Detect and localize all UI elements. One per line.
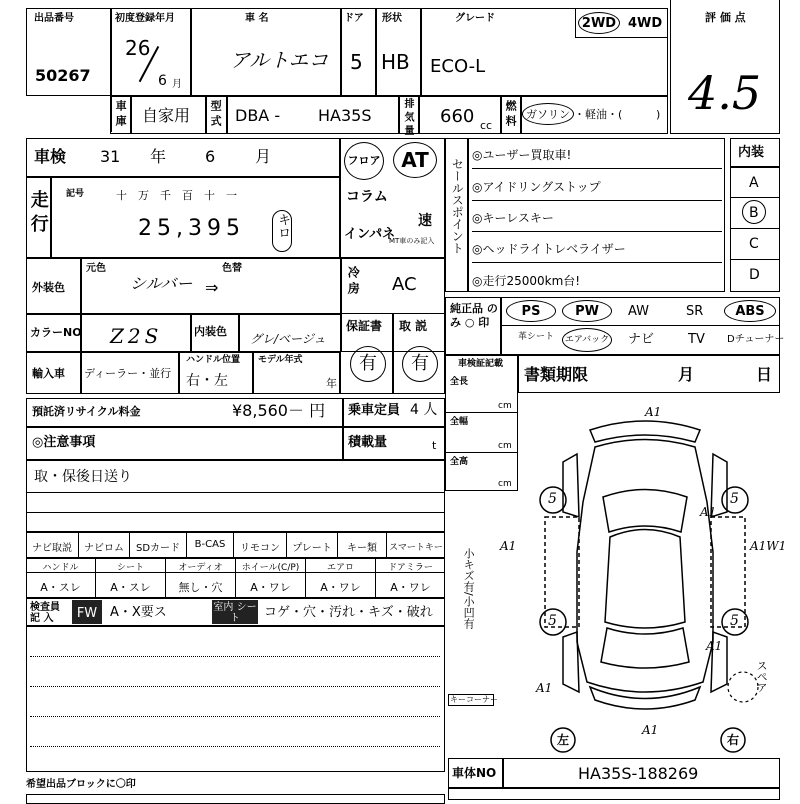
divider: [50, 176, 52, 258]
divider: [178, 352, 180, 394]
grade-d: D: [749, 267, 760, 283]
sales-point-item: ◎走行25000km台!: [472, 274, 581, 288]
equip-item: ナビ取説: [26, 532, 79, 558]
opt-pw-circled: PW: [562, 300, 612, 322]
height-label: 全高: [450, 457, 469, 467]
divider: [340, 8, 342, 96]
inspector-defects: コゲ・穴・汚れ・キズ・破れ: [264, 605, 433, 620]
cond-value: A・スレ: [26, 573, 96, 598]
handle-pos-label: ハンドル位置: [186, 355, 241, 365]
cond-header: ドアミラー: [388, 563, 433, 573]
import-dealer: ディーラー・並行: [84, 367, 172, 380]
recycle-amount: ¥8,560－ 円: [232, 401, 326, 420]
equip-item: スマートキー: [389, 543, 443, 553]
divider: [730, 166, 780, 168]
equip-item: プレート: [287, 532, 338, 558]
inspection-month: 6: [205, 147, 216, 166]
grade-a: A: [749, 175, 759, 191]
damage-mark: A1: [500, 539, 517, 553]
color-arrow: ⇒: [205, 278, 219, 297]
shape: HB: [381, 50, 410, 74]
interior-grade-label: 内装: [738, 145, 765, 160]
chassis-sub-row: [448, 788, 780, 800]
left-front-fender: [563, 454, 579, 517]
rear-window: [601, 628, 689, 668]
genuine-label: 純正品 の み ○ 印: [450, 302, 498, 330]
divider: [500, 297, 502, 355]
note-line: [26, 512, 445, 513]
opt-leather: 革シート: [518, 332, 555, 342]
circle-num: 5: [548, 613, 557, 629]
circle-num: 5: [548, 491, 557, 507]
reg-year: 26: [125, 36, 151, 60]
import-label: 輸入車: [32, 367, 65, 380]
cond-header: ハンドル: [26, 558, 96, 572]
damage-mark: A1W1: [750, 539, 787, 553]
equip-item: ナビロム: [79, 532, 130, 558]
ext-color-label: 外装色: [32, 281, 65, 294]
shape-label: 形状: [382, 13, 402, 24]
small-scratch-label: 小キズ有/小凹有: [462, 548, 476, 629]
damage-mark: A1: [536, 681, 553, 695]
int-color-label: 内装色: [194, 325, 227, 338]
fw-label: FW: [72, 600, 102, 624]
block-label: 希望出品ブロックに〇印: [26, 779, 136, 790]
divider: [80, 352, 82, 394]
row-line: [472, 168, 722, 169]
shift-mt-note: MT車のみ記入: [389, 237, 435, 245]
orig-color-label: 元色: [86, 263, 106, 274]
displacement-label: 排 気 量: [402, 98, 413, 135]
key-corner: キーコーナー: [450, 695, 498, 704]
grade-c: C: [749, 236, 759, 252]
drive-4wd: 4WD: [628, 16, 663, 31]
divider: [190, 313, 192, 352]
dotted-line: [30, 716, 440, 717]
notes-line1: 取・保後日送り: [34, 469, 132, 485]
inspector-label: 検査員 記 入: [30, 602, 60, 624]
divider: [420, 8, 422, 96]
doc-deadline-month: 月: [678, 365, 695, 384]
dotted-line: [30, 656, 440, 657]
orig-color: シルバー: [130, 274, 193, 293]
inspection-year: 31: [100, 147, 121, 166]
divider: [226, 96, 228, 134]
divider: [375, 8, 377, 96]
divider: [342, 398, 344, 460]
condition-values: [26, 573, 445, 598]
block-row: [26, 794, 445, 804]
divider: [500, 325, 780, 326]
damage-mark: A1: [645, 405, 662, 419]
inspect-record-label: 車検証記載: [458, 359, 504, 369]
sales-points-label: セールスポイント: [450, 158, 465, 254]
row-line: [472, 262, 722, 263]
shift-at-circled: AT: [393, 142, 437, 178]
inspection-year-unit: 年: [150, 147, 167, 166]
damage-mark: A1: [642, 723, 659, 737]
note-line: [26, 492, 445, 493]
divider: [238, 313, 240, 352]
inspector-ax: A・X要ス: [110, 605, 167, 620]
spare-label: スペア: [755, 660, 769, 693]
shift-speed: 速: [418, 213, 432, 229]
score-value: 4.5: [688, 66, 762, 120]
recycle-label: 預託済リサイクル料金: [32, 405, 141, 418]
spare-tire: [728, 672, 758, 702]
manual-has-circled: 有: [402, 346, 438, 382]
opt-airbag-circled: エアバック: [562, 328, 612, 352]
damage-mark: A1: [706, 639, 723, 653]
car-diagram: [445, 392, 780, 762]
sales-point-item: ◎キーレスキー: [472, 211, 554, 225]
chassis-number: HA35S-188269: [578, 764, 699, 783]
model-prefix: DBA -: [235, 106, 281, 125]
first-reg-label: 初度登録年月: [115, 13, 175, 24]
divider: [502, 758, 504, 788]
divider: [730, 228, 780, 229]
fuel-gas-circled: ガソリン: [522, 103, 574, 125]
displacement: 660: [440, 106, 475, 127]
opt-tv: TV: [688, 332, 705, 347]
cond-header: ホイール(C/P): [236, 558, 306, 572]
cond-value: 無し・穴: [166, 573, 236, 598]
inspection-label: 車検: [34, 147, 67, 166]
fuel-rest: ・軽油・(: [574, 108, 623, 121]
divider: [398, 96, 400, 134]
fuel-label: 燃 料: [504, 100, 518, 126]
roof: [605, 530, 685, 629]
divider: [26, 313, 340, 315]
cond-value: A・ワレ: [390, 581, 431, 594]
rear-bumper: [590, 687, 700, 709]
model: HA35S: [318, 106, 372, 125]
shift-column: コラム: [346, 189, 388, 205]
capacity-label: 乗車定員: [348, 403, 401, 418]
cond-value: A・ワレ: [306, 573, 376, 598]
door-label: ドア: [344, 13, 364, 24]
warranty-has-circled: 有: [350, 346, 386, 382]
width-label: 全幅: [450, 417, 469, 427]
row-line: [472, 200, 722, 201]
record-label: 記号: [66, 189, 85, 199]
left-door: [545, 517, 579, 627]
ac-label: 冷 房: [346, 266, 361, 295]
opt-sr: SR: [686, 304, 704, 319]
reg-month-unit: 月: [172, 79, 182, 90]
mileage-unit: キロ: [275, 213, 291, 239]
remarks-area: [26, 626, 445, 772]
mileage-unit-circled: [272, 210, 292, 252]
load-unit: t: [432, 439, 437, 452]
height-cm: cm: [498, 479, 512, 489]
sales-point-item: ◎アイドリングストップ: [472, 180, 601, 194]
equip-item: キー類: [338, 532, 387, 558]
int-sheet-label: 室内 シート: [213, 602, 257, 624]
ac: AC: [392, 274, 417, 295]
chassis-label: 車体NO: [452, 766, 497, 780]
manual-label: 取 説: [399, 319, 428, 333]
divider: [730, 259, 780, 260]
color-code: Z2S: [110, 324, 163, 348]
model-year-unit: 年: [326, 377, 337, 390]
divider: [500, 96, 502, 134]
opt-aw: AW: [628, 304, 650, 319]
right-label: 右: [727, 733, 740, 747]
lot-label: 出品番号: [34, 13, 74, 24]
usage: 自家用: [142, 106, 191, 125]
grade-b: B: [749, 205, 759, 221]
mileage-value: 25,395: [138, 216, 245, 241]
drive-2wd-circled: 2WD: [578, 12, 620, 34]
condition-headers: [26, 558, 445, 572]
fuel-close: ): [656, 108, 661, 121]
dotted-line: [30, 686, 440, 687]
warranty-label: 保証書: [346, 319, 383, 333]
divider: [26, 426, 445, 428]
capacity: 4 人: [410, 402, 438, 418]
change-color-label: 色替: [222, 263, 242, 274]
cond-header: シート: [96, 558, 166, 572]
length-cm: cm: [498, 401, 512, 411]
divider: [190, 8, 192, 96]
circle-num: 5: [730, 491, 739, 507]
opt-abs-circled: ABS: [724, 300, 776, 322]
length-label: 全長: [450, 377, 469, 387]
grade: ECO-L: [430, 56, 486, 77]
model-year-label: モデル年式: [258, 355, 303, 365]
divider: [205, 96, 207, 134]
score-label: 評 価 点: [705, 11, 746, 24]
divider: [418, 96, 420, 134]
digits-header: 十 万 千 百 十 一: [116, 189, 237, 202]
left-label: 左: [557, 733, 570, 747]
cond-value: A・ワレ: [236, 573, 306, 598]
opt-navi: ナビ: [628, 332, 655, 347]
opt-dtuner: Dチューナー: [727, 334, 785, 345]
doc-deadline-label: 書類期限: [524, 365, 589, 384]
opt-ps-circled: PS: [506, 300, 556, 322]
inspection-month-unit: 月: [255, 147, 272, 166]
lot-number: 50267: [35, 66, 91, 85]
damage-mark: A1: [700, 505, 717, 519]
int-color: グレ/ベージュ: [250, 332, 326, 346]
shift-floor-circled: フロア: [344, 142, 384, 180]
divider: [730, 197, 780, 198]
cond-header: エアロ: [306, 558, 376, 572]
load-label: 積載量: [348, 435, 388, 450]
grade-label: グレード: [455, 13, 495, 24]
divider: [392, 313, 394, 394]
car-body: [577, 440, 713, 693]
handle-pos: 右・左: [186, 373, 228, 389]
windshield: [603, 490, 687, 533]
equip-item: SDカード: [130, 532, 187, 558]
car-name: アルトエコ: [230, 48, 329, 72]
usage-label: 車 庫: [114, 100, 128, 126]
doc-deadline-day: 日: [756, 365, 773, 384]
reg-month: 6: [158, 73, 167, 89]
divider: [252, 352, 254, 394]
equip-item: B-CAS: [187, 532, 234, 558]
model-label: 型 式: [209, 100, 223, 126]
dotted-line: [30, 746, 440, 747]
notes-label: ◎注意事項: [32, 435, 96, 450]
color-code-label: カラーNO: [30, 326, 82, 339]
grade-b-mark: [742, 200, 766, 224]
divider: [26, 176, 340, 178]
circle-num: 5: [730, 613, 739, 629]
width-cm: cm: [498, 441, 512, 451]
cond-header: オーディオ: [166, 558, 236, 572]
shift-inpane: インパネ: [344, 227, 396, 242]
doors: 5: [350, 50, 363, 74]
divider: [130, 96, 132, 134]
divider: [467, 138, 469, 292]
left-rear-fender: [563, 632, 579, 692]
sales-point-item: ◎ユーザー買取車!: [472, 148, 572, 162]
sales-point-item: ◎ヘッドライトレベライザー: [472, 242, 626, 256]
car-name-label: 車 名: [245, 13, 269, 24]
equip-item: リモコン: [234, 532, 287, 558]
equipment-cells: [26, 532, 445, 558]
cond-value: A・スレ: [96, 573, 166, 598]
mileage-label: 走 行: [27, 190, 49, 233]
displacement-unit: cc: [480, 119, 493, 132]
row-line: [472, 231, 722, 232]
